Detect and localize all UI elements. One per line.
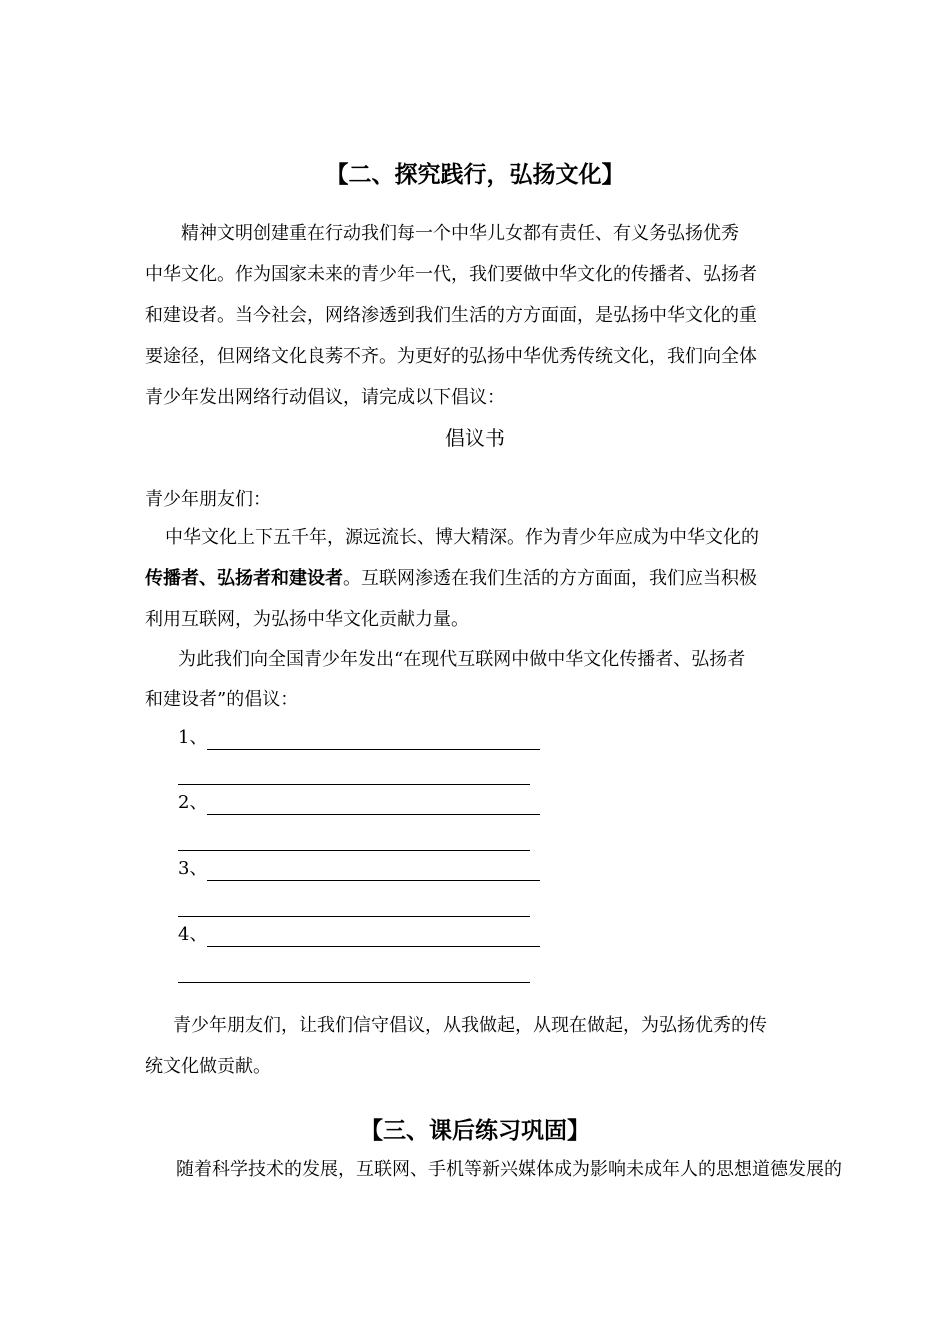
proposal-greeting: 青少年朋友们： <box>145 489 271 510</box>
proposal-paragraph-line: 中华文化上下五千年，源远流长、博大精深。作为青少年应成为中华文化的 <box>165 527 759 548</box>
proposal-title: 倡议书 <box>445 426 505 450</box>
proposal-item-2 <box>178 791 540 815</box>
item-number: 2、 <box>178 792 208 813</box>
section-heading: 【二、探究践行，弘扬文化】 <box>325 162 625 188</box>
proposal-paragraph-line: 和建设者”的倡议： <box>145 689 299 710</box>
answer-blank-continuation[interactable] <box>178 784 530 785</box>
answer-blank-continuation[interactable] <box>178 982 530 983</box>
section3-text-line: 随着科学技术的发展，互联网、手机等新兴媒体成为影响未成年人的思想道德发展的 <box>176 1159 842 1180</box>
answer-blank[interactable] <box>207 860 540 881</box>
emphasis-text: 传播者、弘扬者和建设者 <box>145 568 343 589</box>
answer-blank[interactable] <box>207 926 540 947</box>
intro-line: 精神文明创建重在行动我们每一个中华儿女都有责任、有义务弘扬优秀 <box>145 223 739 244</box>
item-number: 4、 <box>178 924 208 945</box>
proposal-paragraph-line: 为此我们向全国青少年发出“在现代互联网中做中华文化传播者、弘扬者 <box>178 649 746 670</box>
item-number: 1、 <box>178 727 208 748</box>
intro-line: 和建设者。当今社会，网络渗透到我们生活的方方面面，是弘扬中华文化的重 <box>145 305 757 326</box>
intro-line: 中华文化。作为国家未来的青少年一代，我们要做中华文化的传播者、弘扬者 <box>145 264 757 285</box>
proposal-item-3 <box>178 857 540 881</box>
paragraph-text: 。互联网渗透在我们生活的方方面面，我们应当积极 <box>343 568 757 589</box>
answer-blank[interactable] <box>207 794 540 815</box>
proposal-paragraph-line <box>145 567 757 591</box>
section-heading: 【三、课后练习巩固】 <box>360 1118 590 1144</box>
intro-line: 青少年发出网络行动倡议，请完成以下倡议： <box>145 387 505 408</box>
proposal-closing-line: 青少年朋友们，让我们信守倡议，从我做起，从现在做起，为弘扬优秀的传 <box>173 1015 767 1036</box>
item-number: 3、 <box>178 858 208 879</box>
proposal-closing-line: 统文化做贡献。 <box>145 1056 271 1077</box>
intro-line: 要途径，但网络文化良莠不齐。为更好的弘扬中华优秀传统文化，我们向全体 <box>145 346 757 367</box>
proposal-item-4 <box>178 923 540 947</box>
answer-blank-continuation[interactable] <box>178 850 530 851</box>
answer-blank[interactable] <box>207 729 540 750</box>
proposal-paragraph-line: 利用互联网，为弘扬中华文化贡献力量。 <box>145 609 469 630</box>
proposal-item-1 <box>178 726 540 750</box>
answer-blank-continuation[interactable] <box>178 916 530 917</box>
